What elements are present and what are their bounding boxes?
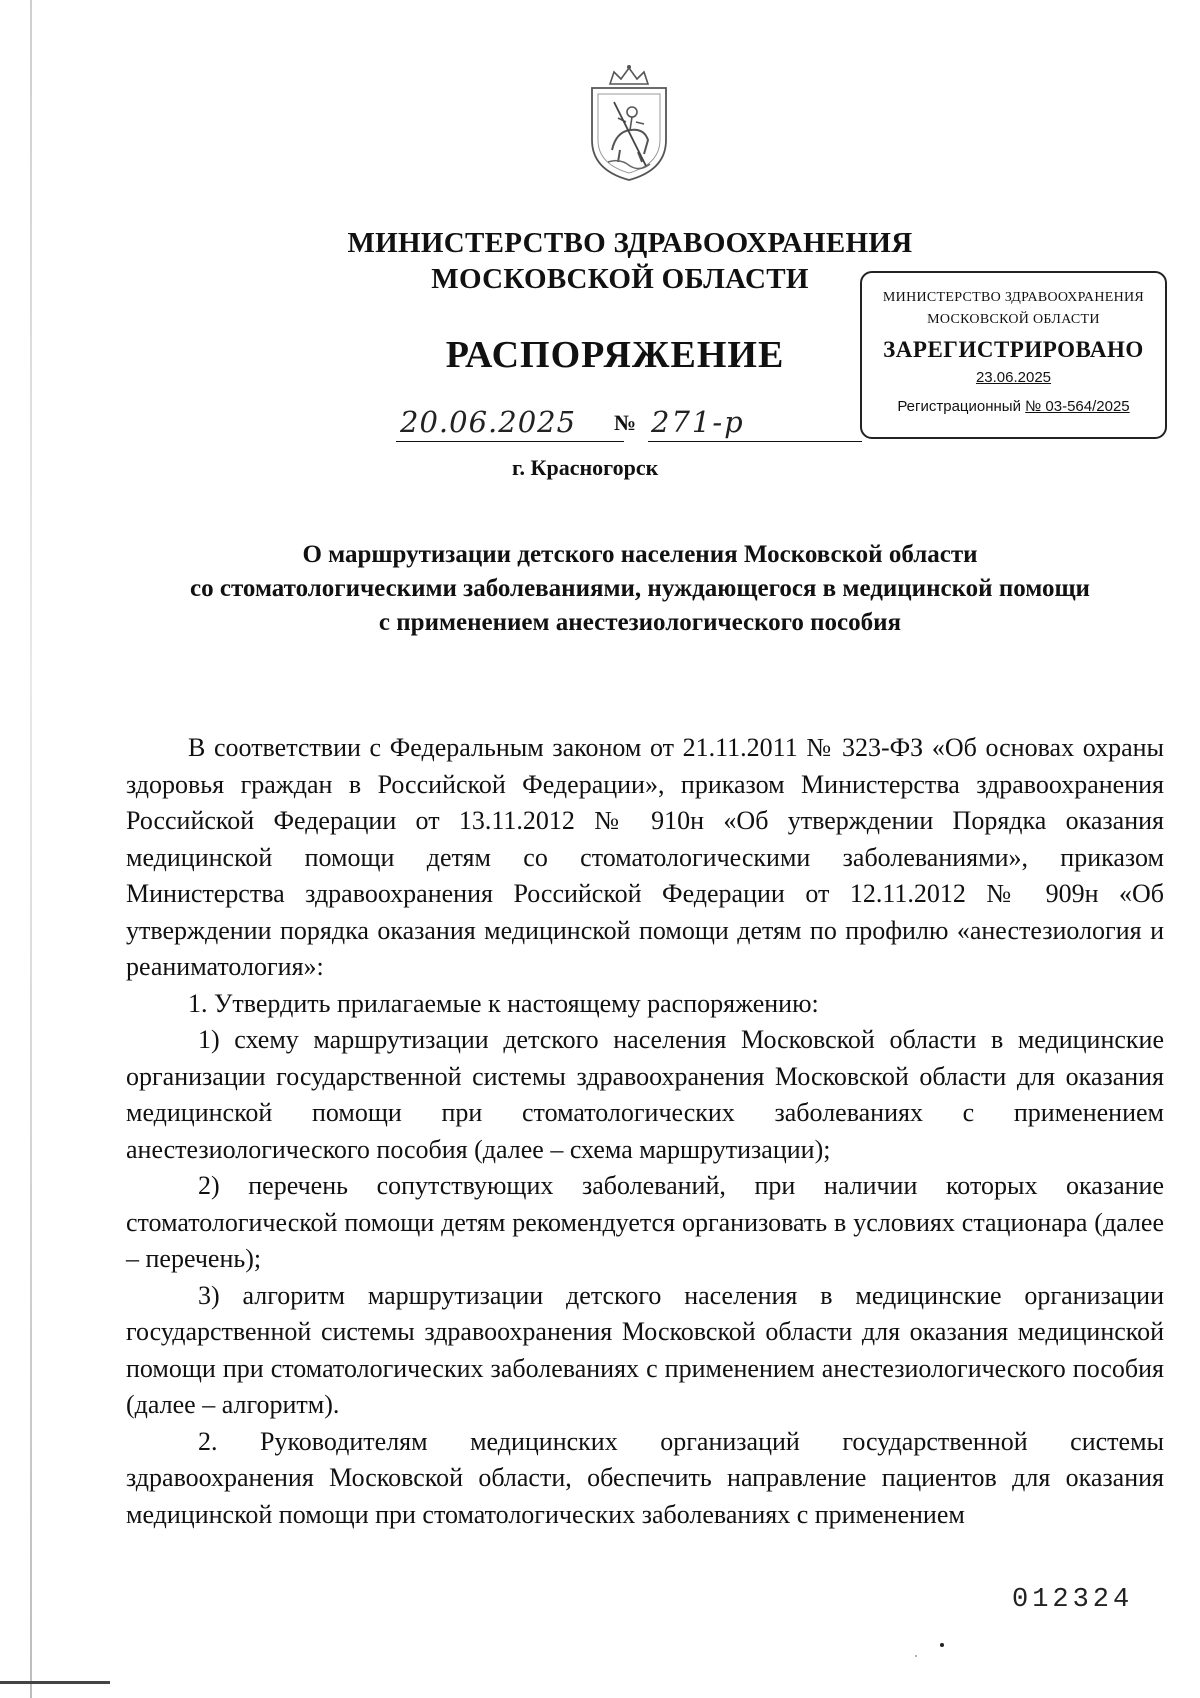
registration-stamp	[860, 271, 1167, 439]
subject-line-1: О маршрутизации детского населения Московской области	[302, 541, 978, 568]
date-number-line	[396, 405, 862, 445]
document-subject	[120, 538, 1160, 640]
stamp-line-1: МИНИСТЕРСТВО ЗДРАВООХРАНЕНИЯ	[882, 290, 1145, 305]
stamp-line-2: МОСКОВСКОЙ ОБЛАСТИ	[927, 312, 1100, 327]
scan-speck	[915, 1655, 917, 1657]
item-1-1: 1) схему маршрутизации детского населения Московской области в медицинские организации государственной системы здравоохранения Московской области для оказания медицинской помощи при стоматологических заболеваниях с применением анестезиологического пособия (далее – схема маршрутизации);	[126, 1025, 1164, 1164]
number-underline	[648, 441, 862, 442]
scan-edge-bottom	[0, 1681, 110, 1684]
ministry-line-2: МОСКОВСКОЙ ОБЛАСТИ	[431, 263, 809, 295]
item-1: 1. Утвердить прилагаемые к настоящему распоряжению:	[188, 988, 819, 1018]
scan-edge-left	[30, 0, 32, 1698]
subject-line-3: с применением анестезиологического пособия	[378, 609, 902, 636]
document-type: РАСПОРЯЖЕНИЕ	[445, 334, 785, 376]
city: г. Красногорск	[512, 455, 659, 480]
item-2: 2. Руководителям медицинских организаций государственной системы здравоохранения Московской области, обеспечить направление пациентов для оказания медицинской помощи при стоматологических заболеваниях с применением	[126, 1426, 1164, 1529]
page-code: 012324	[1012, 1585, 1134, 1615]
item-1-3: 3) алгоритм маршрутизации детского населения в медицинские организации государственной системы здравоохранения Московской области для оказания медицинской помощи при стоматологических заболеваниях с применением анестезиологического пособия (далее – алгоритм).	[126, 1280, 1164, 1419]
stamp-registration-number	[862, 393, 1165, 421]
date-underline	[396, 441, 624, 442]
stamp-reg-label: Регистрационный	[897, 398, 1026, 415]
item-1-2: 2) перечень сопутствующих заболеваний, при наличии которых оказание стоматологической помощи детям рекомендуется организовать в условиях стационара (далее – перечень);	[126, 1171, 1164, 1273]
ministry-line-1: МИНИСТЕРСТВО ЗДРАВООХРАНЕНИЯ	[347, 227, 913, 259]
number-sign: №	[614, 410, 637, 435]
stamp-status: ЗАРЕГИСТРИРОВАНО	[883, 337, 1144, 362]
stamp-reg-number: № 03-564/2025	[1025, 398, 1130, 415]
stamp-date: 23.06.2025	[975, 369, 1052, 386]
preamble-paragraph: В соответствии с Федеральным законом от 21.11.2011 № 323-ФЗ «Об основах охраны здоровья граждан в Российской Федерации», приказом Министерства здравоохранения Российской Федерации от 13.11.2012 № 910н «Об утверждении Порядка оказания медицинской помощи детям со стоматологическими заболеваниями», приказом Министерства здравоохранения Российской Федерации от 12.11.2012 № 909н «Об утверждении порядка оказания медицинской помощи детям по профилю «анестезиология и реаниматология»:	[126, 733, 1164, 981]
subject-line-2: со стоматологическими заболеваниями, нуждающегося в медицинской помощи	[190, 575, 1090, 602]
handwritten-number: 271-р	[651, 405, 745, 439]
coat-of-arms-icon	[574, 62, 684, 184]
handwritten-date: 20.06.2025	[400, 405, 577, 439]
document-body	[126, 730, 1164, 1533]
scan-speck	[940, 1643, 944, 1647]
